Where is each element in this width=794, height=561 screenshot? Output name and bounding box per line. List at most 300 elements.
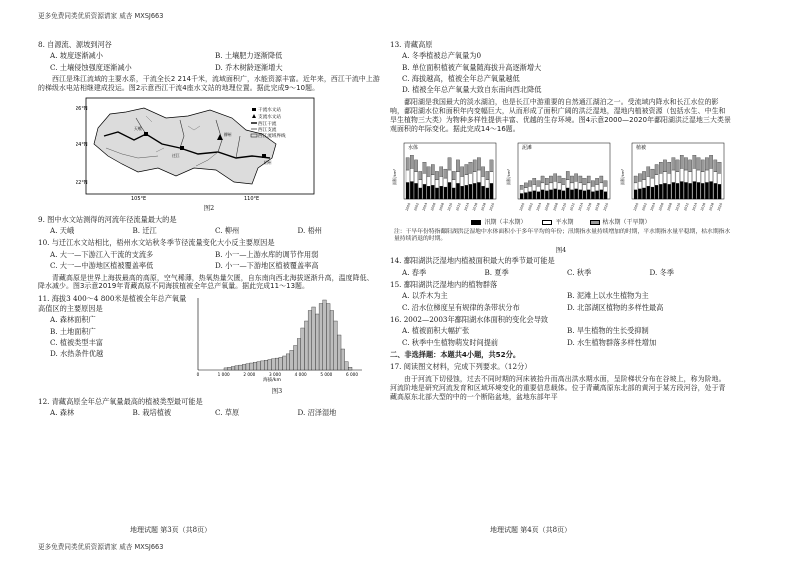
q13-stem: 13. 青藏高原 xyxy=(390,40,433,49)
bar-year-label: 2002 xyxy=(527,202,534,212)
hist-bar xyxy=(253,363,257,371)
q13-option-c: C. 海拔越高，植被全年总产氧量越低 xyxy=(402,74,520,84)
q11-option-b: B. 土地面积广 xyxy=(50,326,96,336)
q13-option-b: B. 单位面积植被产氧量随海拔升高逐渐增大 xyxy=(402,62,542,72)
hist-bar xyxy=(337,335,341,370)
hist-bar xyxy=(242,365,246,371)
bar-segment xyxy=(469,173,472,184)
footer-left: 地理试题 第3页（共8页） xyxy=(130,526,212,534)
q10-option-d: D. 小一—下游地区植被覆盖率高 xyxy=(215,261,319,271)
q16-option-c: C. 秋季中生植物萌发时间提前 xyxy=(402,337,499,347)
bar-segment xyxy=(595,190,598,198)
bar-year-label: 2000 xyxy=(632,202,640,212)
bar-segment xyxy=(541,189,544,198)
label-wuzhou: 梧州 xyxy=(264,160,272,166)
bar-segment xyxy=(718,162,721,173)
q9-stem: 9. 图中水文站测得的河流年径流量最大的是 xyxy=(38,214,177,224)
bar-segment xyxy=(435,188,438,199)
xijiang-map xyxy=(76,96,318,200)
bar-segment xyxy=(634,176,637,183)
q10-option-c: C. 大一—中游地区植被覆盖率低 xyxy=(50,261,154,271)
bar-segment xyxy=(600,189,603,198)
hist-bar xyxy=(326,304,330,371)
wetland-bar-charts xyxy=(390,137,732,215)
bar-segment xyxy=(659,162,662,173)
hist-bar xyxy=(301,328,305,370)
q8-option-a: A. 坡度逐渐减小 xyxy=(50,51,103,61)
bar-segment xyxy=(705,182,708,199)
bar-segment xyxy=(435,179,438,187)
bar-segment xyxy=(533,190,536,198)
hist-bar xyxy=(334,321,338,370)
bar-segment xyxy=(600,183,603,190)
bar-segment xyxy=(419,171,422,179)
legend-main-station: 干流水文站 xyxy=(258,108,281,114)
hist-bar xyxy=(290,351,294,371)
bar-segment xyxy=(591,180,594,186)
figure-4-caption: 图4 xyxy=(555,245,567,254)
bar-panel-ylabel: 面积/km² xyxy=(506,168,511,185)
bar-segment xyxy=(591,186,594,192)
bar-segment xyxy=(562,184,565,190)
bar-segment xyxy=(558,176,561,183)
right-column xyxy=(390,40,732,405)
legend-boundary-symbol xyxy=(251,134,257,137)
bar-year-label: 2012 xyxy=(683,202,690,212)
bar-segment xyxy=(452,171,455,179)
question-13 xyxy=(390,40,732,95)
bar-segment xyxy=(520,189,523,193)
bar-segment xyxy=(473,160,476,172)
bar-segment xyxy=(672,157,675,169)
bar-segment xyxy=(697,170,700,182)
question-16 xyxy=(390,315,732,347)
bar-segment xyxy=(477,170,480,182)
bar-segment xyxy=(651,169,654,178)
bar-segment xyxy=(574,189,577,199)
bar-segment xyxy=(456,171,459,183)
bar-segment xyxy=(688,160,691,172)
bar-segment xyxy=(490,171,493,183)
bar-segment xyxy=(486,179,489,187)
bar-segment xyxy=(419,179,422,187)
bar-segment xyxy=(663,160,666,172)
label-tiane: 天峨 xyxy=(134,126,142,132)
bar-segment xyxy=(595,184,598,190)
bar-segment xyxy=(647,176,650,186)
bar-segment xyxy=(570,176,573,183)
bar-year-label: 2002 xyxy=(413,202,420,212)
bar-segment xyxy=(558,183,561,190)
q13-option-a: A. 冬季植被总产氧量为0 xyxy=(402,51,482,61)
oxygen-histogram xyxy=(188,294,366,382)
figure-4-note: 注：干旱年份特指鄱阳湖洪泛湿地中水体面积小于多年平均的年份；汛期指水量持续增加的时期，平水期指水量平稳期，枯水期指水量持续消退的时期。 xyxy=(394,228,731,243)
lat-label-26: 26°N xyxy=(76,106,88,113)
bar-segment xyxy=(537,186,540,192)
bar-segment xyxy=(460,186,463,199)
q16-option-b: B. 旱生植物的生长受抑制 xyxy=(567,326,649,336)
bar-segment xyxy=(537,180,540,186)
bar-segment xyxy=(410,181,413,198)
bar-year-label: 2006 xyxy=(544,202,551,212)
hist-bar xyxy=(286,354,290,370)
legend-label-flood: 汛期（丰水期） xyxy=(484,219,527,227)
bar-segment xyxy=(604,186,607,192)
bar-year-label: 2006 xyxy=(429,202,437,212)
bar-segment xyxy=(579,183,582,190)
bar-segment xyxy=(680,181,683,198)
bar-year-label: 2004 xyxy=(649,202,657,212)
bar-segment xyxy=(587,183,590,190)
q15-stem: 15. 鄱阳湖洪泛湿地内的植物群落 xyxy=(390,279,498,289)
bar-panel-ylabel: 面积/km² xyxy=(392,168,397,185)
bar-segment xyxy=(647,186,650,199)
bar-segment xyxy=(469,184,472,199)
bar-segment xyxy=(528,186,531,192)
figure-2-map xyxy=(38,96,380,213)
bar-segment xyxy=(647,166,650,176)
hist-bar xyxy=(348,368,352,371)
bar-segment xyxy=(701,171,704,183)
bar-segment xyxy=(558,189,561,198)
bar-segment xyxy=(668,184,671,199)
bar-segment xyxy=(651,178,654,187)
legend-tributary-station: 支流水文站 xyxy=(258,115,281,121)
legend-item-normal xyxy=(542,219,573,227)
bar-segment xyxy=(481,176,484,186)
hist-bar xyxy=(279,358,283,371)
bar-year-label: 2008 xyxy=(666,202,673,212)
q8-option-d: D. 乔木树龄逐渐增大 xyxy=(215,62,283,72)
bar-segment xyxy=(634,189,637,198)
bar-year-label: 2012 xyxy=(455,202,462,212)
bar-segment xyxy=(583,178,586,184)
bar-segment xyxy=(456,183,459,199)
lon-label-105: 105°E xyxy=(131,196,147,201)
bar-year-label: 2012 xyxy=(569,202,576,212)
bar-segment xyxy=(406,182,409,199)
bar-segment xyxy=(570,183,573,190)
bar-segment xyxy=(456,160,459,172)
bar-segment xyxy=(634,183,637,190)
bar-year-label: 2014 xyxy=(577,202,585,212)
hist-bar xyxy=(297,339,301,371)
q17-stem: 17. 阅读图文材料，完成下列要求。（12分） xyxy=(390,362,532,372)
bar-segment xyxy=(545,190,548,198)
bar-segment xyxy=(638,189,641,199)
hist-tick-label: 2 000 xyxy=(243,372,256,378)
figure-3 xyxy=(188,294,366,397)
bar-year-label: 2004 xyxy=(421,202,429,212)
bar-segment xyxy=(541,183,544,190)
q9-option-a: A. 天峨 xyxy=(50,226,75,236)
bar-segment xyxy=(435,171,438,179)
bar-year-label: 2008 xyxy=(552,202,559,212)
bar-segment xyxy=(520,193,523,199)
bar-segment xyxy=(701,160,704,172)
bar-segment xyxy=(440,186,443,199)
bar-panel-title: 水体 xyxy=(408,144,419,151)
watermark-top: 更多免费同类优质资源请家 威杏 MXSJ663 xyxy=(38,12,164,20)
bar-segment xyxy=(469,162,472,173)
legend-tributary: 西江支流 xyxy=(258,128,277,134)
bar-segment xyxy=(714,160,717,172)
hist-bars xyxy=(224,300,352,370)
bar-segment xyxy=(697,157,700,169)
bar-segment xyxy=(701,183,704,199)
bar-segment xyxy=(549,183,552,190)
bar-segment xyxy=(642,171,645,179)
bar-year-label: 2000 xyxy=(518,202,526,212)
bar-year-label: 2018 xyxy=(594,202,601,212)
q12-option-a: A. 森林 xyxy=(50,408,75,418)
bar-segment xyxy=(414,160,417,172)
legend-boundary: 西江流域界线 xyxy=(258,134,286,140)
hist-bar xyxy=(250,363,254,370)
bar-segment xyxy=(537,191,540,198)
hist-tick-label: 6 000 xyxy=(346,372,358,378)
hist-tick-label: 3 000 xyxy=(269,372,281,378)
bar-year-label: 2010 xyxy=(560,202,568,212)
q11-option-c: C. 植被类型丰富 xyxy=(50,337,103,347)
q16-option-a: A. 植被面积大幅扩张 xyxy=(402,326,470,336)
bar-segment xyxy=(672,170,675,182)
hist-bar xyxy=(272,359,276,370)
bar-segment xyxy=(486,171,489,179)
hist-bar xyxy=(228,368,232,371)
bar-segment xyxy=(595,178,598,184)
hist-bar xyxy=(315,314,319,370)
bar-segment xyxy=(440,176,443,186)
q16-stem: 16. 2002—2003年鄱阳湖水体面积的变化会导致 xyxy=(390,315,549,325)
bar-segment xyxy=(693,155,696,168)
bar-segment xyxy=(579,176,582,183)
hist-bar xyxy=(345,362,349,370)
q15-option-b: B. 泥滩上以水生植物为主 xyxy=(567,291,649,301)
bar-year-label: 2020 xyxy=(602,202,610,212)
bar-segment xyxy=(427,186,430,199)
bar-segment xyxy=(427,166,430,176)
bar-segment xyxy=(533,184,536,190)
q9-option-b: B. 迁江 xyxy=(132,226,157,236)
bar-segment xyxy=(693,168,696,181)
question-11 xyxy=(38,294,188,397)
watermark-bottom: 更多免费同类优质资源请家 威杏 MXSJ663 xyxy=(38,543,164,551)
q12-option-c: C. 草原 xyxy=(215,408,240,418)
hist-bar xyxy=(341,349,345,370)
bar-segment xyxy=(659,184,662,199)
q10-option-b: B. 小一—上游水库的调节作用弱 xyxy=(215,249,319,259)
hist-tick-label: 0 xyxy=(196,372,200,378)
bar-segment xyxy=(524,183,527,188)
bar-segment xyxy=(688,183,691,199)
hist-bar xyxy=(246,364,250,370)
bar-segment xyxy=(566,188,569,199)
bar-segment xyxy=(604,180,607,186)
question-12 xyxy=(38,397,380,418)
bar-panel-title: 植被 xyxy=(636,144,647,151)
hist-bar xyxy=(319,304,323,371)
bar-segment xyxy=(410,168,413,181)
bar-year-label: 2014 xyxy=(691,202,699,212)
bar-segment xyxy=(566,179,569,187)
legend-swatch-dry xyxy=(590,220,600,225)
bar-segment xyxy=(655,164,658,174)
hist-bar xyxy=(312,307,316,370)
bar-segment xyxy=(583,184,586,190)
intro-11-13: 青藏高原是世界上海拔最高的高原，空气稀薄，热氧热量欠匮，自东南向西北海拔逐渐升高，温度降低、降水减少。图3示意2019年青藏高原不同海拔植被全年总产氧量。据此完成11～13题。 xyxy=(38,273,374,291)
bar-segment xyxy=(655,185,658,199)
bar-segment xyxy=(663,183,666,199)
legend-swatch-normal xyxy=(542,220,552,225)
q11-option-a: A. 森林面积广 xyxy=(50,315,96,325)
bar-segment xyxy=(490,160,493,172)
bar-segment xyxy=(554,181,557,189)
bar-segment xyxy=(663,171,666,183)
bar-segment xyxy=(587,189,590,198)
bar-segment xyxy=(709,168,712,181)
bar-year-label: 2002 xyxy=(641,202,648,212)
hist-tick-label: 4 000 xyxy=(294,372,307,378)
q15-option-c: C. 沿水位梯度呈有规律的条带状分布 xyxy=(402,302,520,312)
bar-segment xyxy=(579,189,582,198)
bar-segment xyxy=(562,178,565,184)
bar-segment xyxy=(680,168,683,181)
bar-segment xyxy=(465,175,468,185)
hist-tick-label: 1 000 xyxy=(217,372,230,378)
q9-option-d: D. 梧州 xyxy=(297,226,322,236)
hist-bar xyxy=(224,368,228,370)
bar-segment xyxy=(680,155,683,168)
bar-segment xyxy=(465,185,468,199)
bar-segment xyxy=(410,155,413,168)
hist-bar xyxy=(235,366,239,370)
bar-segment xyxy=(423,173,426,184)
bar-segment xyxy=(448,182,451,199)
bar-year-label: 2018 xyxy=(708,202,715,212)
bar-segment xyxy=(549,176,552,183)
bar-segment xyxy=(431,185,434,199)
legend-label-normal: 平水期 xyxy=(555,219,574,227)
bar-segment xyxy=(697,182,700,199)
bar-segment xyxy=(693,181,696,198)
section-2-title: 二、非选择题：本题共4小题，共52分。 xyxy=(390,350,521,360)
bar-year-label: 2016 xyxy=(585,202,593,212)
bar-year-label: 2018 xyxy=(480,202,487,212)
bar-segment xyxy=(481,186,484,199)
bar-segment xyxy=(528,191,531,198)
question-14 xyxy=(390,256,732,277)
bar-segment xyxy=(684,170,687,182)
q14-option-c: C. 秋季 xyxy=(567,267,592,277)
bar-segment xyxy=(642,188,645,199)
bar-segment xyxy=(676,183,679,199)
bar-segment xyxy=(452,188,455,199)
bar-segment xyxy=(444,187,447,199)
bar-year-label: 2016 xyxy=(471,202,479,212)
bar-segment xyxy=(587,176,590,183)
bar-year-label: 2014 xyxy=(463,202,471,212)
q14-option-b: B. 夏季 xyxy=(484,267,509,277)
bar-segment xyxy=(591,191,594,198)
bar-segment xyxy=(705,170,708,182)
bar-segment xyxy=(554,173,557,181)
bar-segment xyxy=(528,180,531,186)
bar-segment xyxy=(651,187,654,199)
bar-segment xyxy=(444,169,447,178)
intro-9-10: 西江是珠江流域的主要水系，干流全长2 214千米，流域面积广，水能资源丰富。近年来，西江干流中上游的梯级水电站相继建成投运。图2示意西江干流4座水文站的地理位置。据此完成9～10题。 xyxy=(38,75,380,93)
q12-stem: 12. 青藏高原全年总产氧量最高的植被类型最可能是 xyxy=(38,397,203,407)
intro-14-16: 鄱阳湖是我国最大的淡水湖泊，也是长江中游重要的自然通江湖泊之一。受流域内降水和长江水位的影响，鄱阳湖水位和面积年内变幅巨大，从而形成了面积广阔的洪泛湿地，湿地内植被资源（包括水生、中生和旱生植物三大类）为物种多样性提供丰富、优越的生存环境。图4示意2000—2020年鄱阳湖洪泛湿地三大类景观面积的年际变化。据此完成14～16题。 xyxy=(390,97,731,133)
hist-bar xyxy=(239,366,243,371)
bar-segment xyxy=(473,171,476,183)
footer-right: 地理试题 第4页（共8页） xyxy=(490,526,572,534)
bar-segment xyxy=(659,173,662,184)
hist-bar xyxy=(304,321,308,370)
bar-segment xyxy=(684,182,687,199)
label-liuzhou: 柳州 xyxy=(224,132,232,138)
bar-segment xyxy=(520,185,523,189)
legend-swatch-flood xyxy=(471,220,481,225)
bar-year-label: 2008 xyxy=(438,202,445,212)
question-15 xyxy=(390,280,732,312)
bar-segment xyxy=(549,189,552,198)
legend-item-dry xyxy=(590,219,651,227)
hist-bar xyxy=(257,362,261,370)
bar-segment xyxy=(452,179,455,187)
bar-segment xyxy=(427,176,430,186)
question-8 xyxy=(38,40,380,72)
bar-segment xyxy=(668,173,671,184)
hist-bar xyxy=(261,361,265,370)
legend-item-flood xyxy=(471,219,526,227)
bar-year-label: 2010 xyxy=(446,202,454,212)
hist-ticks xyxy=(197,372,359,377)
bar-segment xyxy=(714,171,717,183)
hist-bar xyxy=(268,360,272,371)
bar-segment xyxy=(486,188,489,199)
bar-segment xyxy=(448,157,451,169)
bar-segment xyxy=(642,179,645,187)
bar-segment xyxy=(583,190,586,198)
bar-segment xyxy=(431,164,434,174)
q17-paragraph: 由于河流下切侵蚀，过去不同时期的河床被抬升而高出洪水期水面，呈阶梯状分布在谷坡上，称为阶地。河流阶地是研究河流发育和区域环境变化的重要信息载体。位于青藏高原东北部的黄河于某方段河谷，处于青藏高原东北部大型的中的一个断陷盆地，盆地东部年平 xyxy=(390,374,726,401)
legend-main-stream: 西江干流 xyxy=(258,122,277,128)
bar-segment xyxy=(718,173,721,184)
bar-segment xyxy=(638,181,641,189)
bar-segment xyxy=(477,182,480,199)
bar-segment xyxy=(638,173,641,181)
q9-option-c: C. 柳州 xyxy=(215,226,240,236)
bar-segment xyxy=(668,162,671,173)
bar-segment xyxy=(440,166,443,176)
bar-segment xyxy=(423,184,426,199)
bar-segment xyxy=(709,181,712,198)
q13-option-d: D. 植被全年总产氧量大致自东南向西北降低 xyxy=(402,85,542,95)
q14-stem: 14. 鄱阳湖洪泛湿地内植被面积最大的季节最可能是 xyxy=(390,256,555,266)
bar-segment xyxy=(714,183,717,199)
hist-bar xyxy=(330,311,334,371)
lat-label-24: 24°N xyxy=(76,142,88,149)
hist-tick-label: 5 000 xyxy=(320,372,333,378)
bar-segment xyxy=(460,166,463,176)
q8-option-b: B. 土壤肥力逐渐降低 xyxy=(215,51,283,61)
q15-option-a: A. 以乔木为主 xyxy=(402,291,448,301)
question-10 xyxy=(38,238,380,270)
q11-stem: 11. 海拔3 400～4 800米是植被全年总产氧量高值区的主要原因是 xyxy=(38,294,187,313)
hist-bar xyxy=(231,367,235,371)
station-qianjiang xyxy=(180,146,184,150)
